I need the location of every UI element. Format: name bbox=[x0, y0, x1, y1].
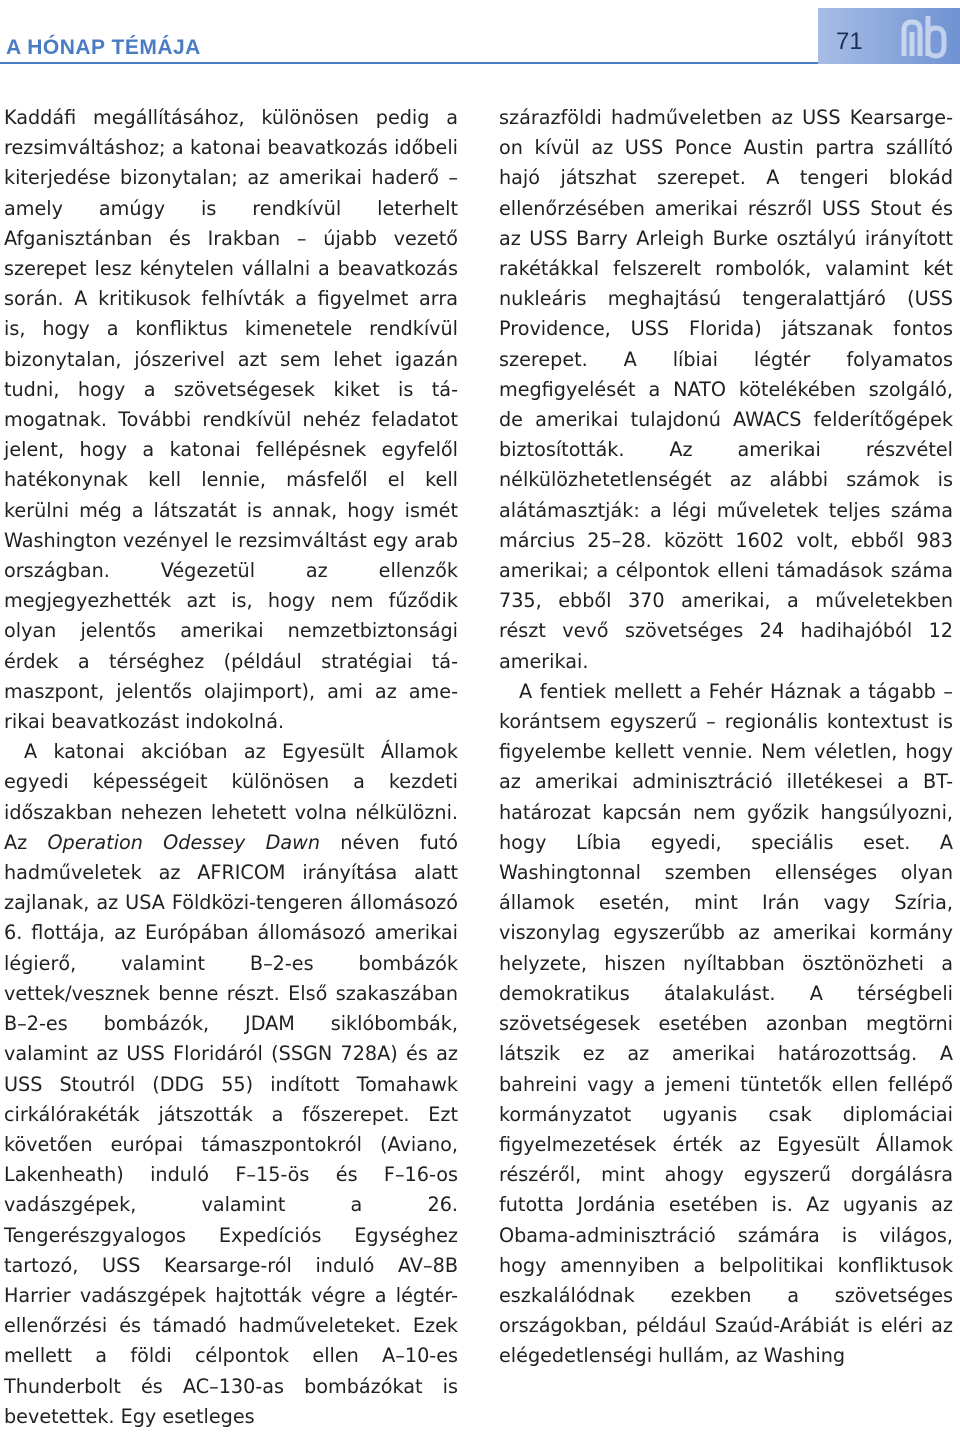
right-column bbox=[499, 103, 953, 1372]
page-header bbox=[0, 0, 960, 68]
left-paragraph-2-text-b: néven futó hadműveletek az AFRICOM irányítása alatt zajlanak, az USA Földközi-tengeren állomásozó 6. flottája, az Európában állomásozó amerikai légierő, valamint B–2-es bombázók vettek/vesznek benne részt. Első szakaszában B–2-es bombázók, JDAM siklóbombák, valamint az USS Floridáról (SSGN 728A) és az USS Stoutról (DDG 55) indított Tomahawk cirkálórakéták játszották a főszerepet. Ezt követően európai támaszpontokról (Aviano, Lakenheath) induló F–15-ös és F–16-os vadászgépek, valamint a 26. Tengerészgyalogos Expedíciós Egységhez tartozó, USS Kearsarge-ról induló AV–8B Harrier vadászgépek hajtották végre a légtér-ellenőrzési és támadó hadműveleteket. Ezek mellett a földi célpontok ellen A–10-es Thunderbolt és AC–130-as bombázókat is bevetettek. Egy esetleges bbox=[4, 830, 458, 1428]
left-paragraph-2-text-a: A katonai akcióban az Egyesült Államok egyedi képességeit különösen a kezdeti időszakban nehezen lehetett volna nélkülözni. Az bbox=[4, 740, 458, 854]
operation-name-italic: Operation Odessey Dawn bbox=[47, 830, 321, 854]
section-title: A HÓNAP TÉMÁJA bbox=[6, 36, 201, 59]
left-paragraph-2 bbox=[4, 737, 458, 1432]
right-paragraph-1: szárazföldi hadműveletben az USS Kearsarge-on kívül az USS Ponce Austin partra szállító hajó játszhat szerepet. A tengeri blokád ellenőrzésében amerikai részről USS Stout és az USS Barry Arleigh Burke osztályú irányított rakétákkal felszerelt rombolók, valamint két nukleáris meghajtású tengeralattjáró (USS Providence, USS Florida) játszanak fontos szerepet. A líbiai légtér folyamatos megfigyelését a NATO kötelékében szolgáló, de amerikai tulajdonú AWACS felderítőgépek biztosították. Az amerikai részvétel nélkülözhetetlenségét az alábbi számok is alátámasztják: a légi műveletek teljes száma március 25–28. között 1602 volt, ebből 983 amerikai; a célpontok elleni támadások száma 735, ebből 370 amerikai, a műveletekben részt vevő szövetséges 24 hadihajóból 12 amerikai. bbox=[499, 106, 953, 673]
page-number-box bbox=[818, 8, 960, 64]
nb-logo-icon bbox=[900, 12, 950, 60]
header-rule bbox=[0, 62, 818, 64]
left-paragraph-1: Kaddáfi megállításához, különösen pedig a rezsimváltáshoz; a katonai beavatkozás időbeli kiterjedése bizonytalan; az amerikai haderő – amely amúgy is rendkívül leterhelt Afganisztánban és Irakban – újabb vezető szerepet lesz kénytelen vállalni a beavatkozás során. A kritikusok felhívták a figyelmet arra is, hogy a konfliktus kimenetele rendkívül bizonytalan, jószerivel azt sem lehet igazán tudni, hogy a szövetségesek kiket is támogatnak. További rendkívül nehéz feladatot jelent, hogy a katonai fellépésnek egyfelől hatékonynak kell lennie, másfelől el kell kerülni még a látszatát is annak, hogy ismét Washington vezényel le rezsimváltást egy arab országban. Végezetül az ellenzők megjegyezhették azt is, hogy nem fűződik olyan jelentős amerikai nemzetbiztonsági érdek a térséghez (például stratégiai támaszpont, jelentős olajimport), ami az amerikai beavatkozást indokolná. bbox=[4, 106, 458, 734]
left-column bbox=[4, 103, 458, 1432]
right-paragraph-2: A fentiek mellett a Fehér Háznak a tágabb – korántsem egyszerű – regionális kontextust is figyelembe kellett vennie. Nem véletlen, hogy az amerikai adminisztráció illetékesei a BT-határozat kapcsán nem győzik hangsúlyozni, hogy Líbia egyedi, speciális eset. A Washingtonnal szemben ellenséges olyan államok esetén, mint Irán vagy Szíria, viszonylag egyszerűbb az amerikai kormány helyzete, hiszen nyíltabban ösztönözheti a demokratikus átalakulást. A térségbeli szövetségesek esetében azonban megtörni látszik ez az amerikai határozottság. A bahreini vagy a jemeni tüntetők ellen fellépő kormányzatot ugyanis csak diplomáciai figyelmezetések érték az Egyesült Államok részéről, mint ahogy egyszerű dorgálásra futotta Jordánia esetében is. Az ugyanis az Obama-adminisztráció számára is világos, hogy amennyiben a belpolitikai konfliktusok eszkalálódnak ezekben a szövetséges országokban, például Szaúd-Arábiát is eléri az elégedetlenségi hullám, az Washing bbox=[499, 679, 953, 1368]
page-number: 71 bbox=[836, 28, 863, 55]
